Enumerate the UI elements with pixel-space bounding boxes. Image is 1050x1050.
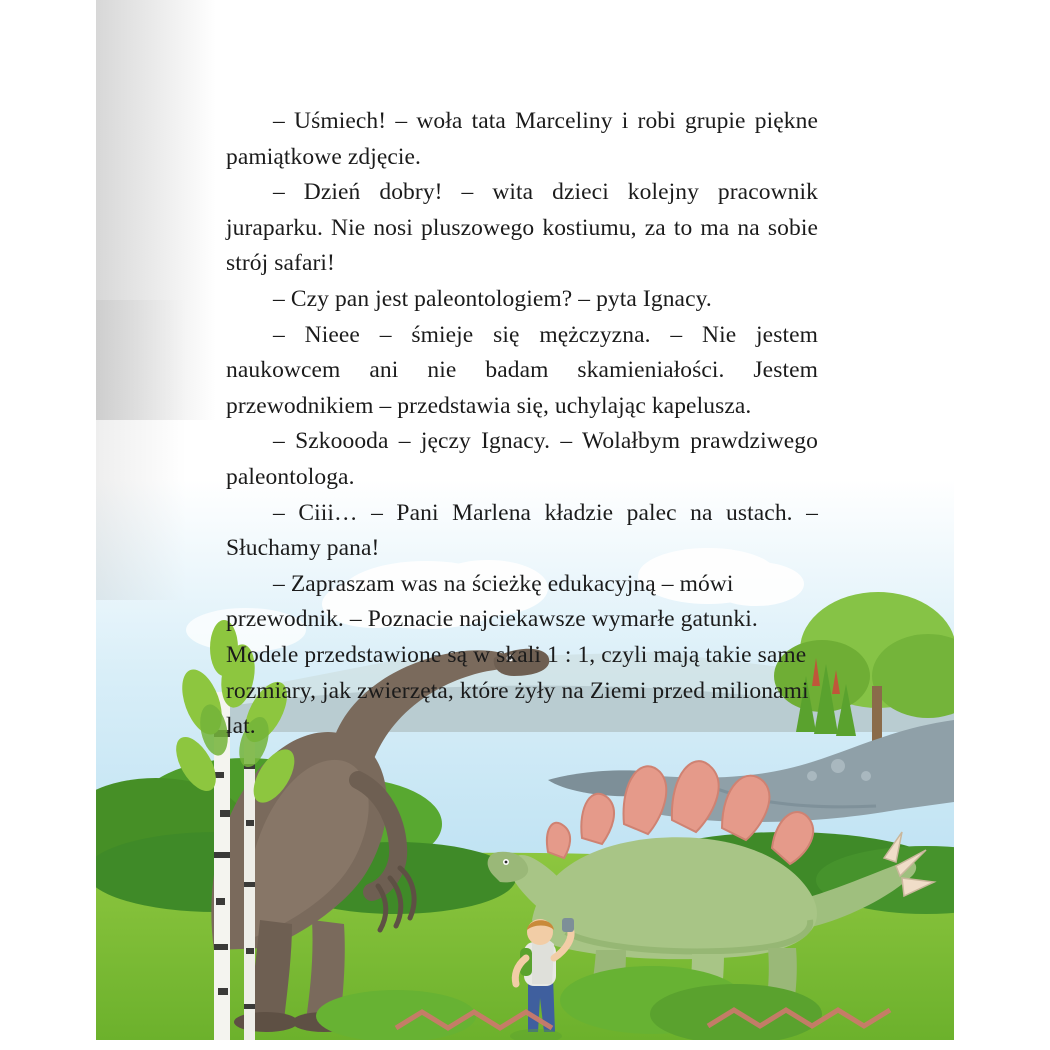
paragraph: – Czy pan jest paleontologiem? – pyta Ignacy. <box>273 285 712 312</box>
paragraph: – Zapraszam was na ścieżkę edukacyjną – mówi przewodnik. – Poznacie najciekawsze wymarłe gatunki. Modele przedstawione są w skali 1 : 1, czyli mają takie same rozmiary, jak zwierzęta, które żyły na Ziemi przed milionami lat. <box>226 570 809 740</box>
gutter-shadow <box>96 0 216 420</box>
paragraph: – Dzień dobry! – wita dzieci kolejny pracownik juraparku. Nie nosi pluszowego kostiumu, za to ma na sobie strój safari! <box>226 179 818 277</box>
paragraph: – Nieee – śmieje się mężczyzna. – Nie jestem naukowcem ani nie badam skamieniałości. Jestem przewodnikiem – przedstawia się, uchylając kapelusza. <box>226 321 818 419</box>
page-sheet <box>96 0 954 1040</box>
paragraph: – Ciii… – Pani Marlena kładzie palec na ustach. – Słuchamy pana! <box>226 499 818 562</box>
paragraph: – Uśmiech! – woła tata Marceliny i robi grupie piękne pamiątkowe zdjęcie. <box>226 108 818 170</box>
body-text <box>226 104 818 745</box>
paragraph: – Szkoooda – jęczy Ignacy. – Wolałbym prawdziwego paleontologa. <box>226 428 818 490</box>
